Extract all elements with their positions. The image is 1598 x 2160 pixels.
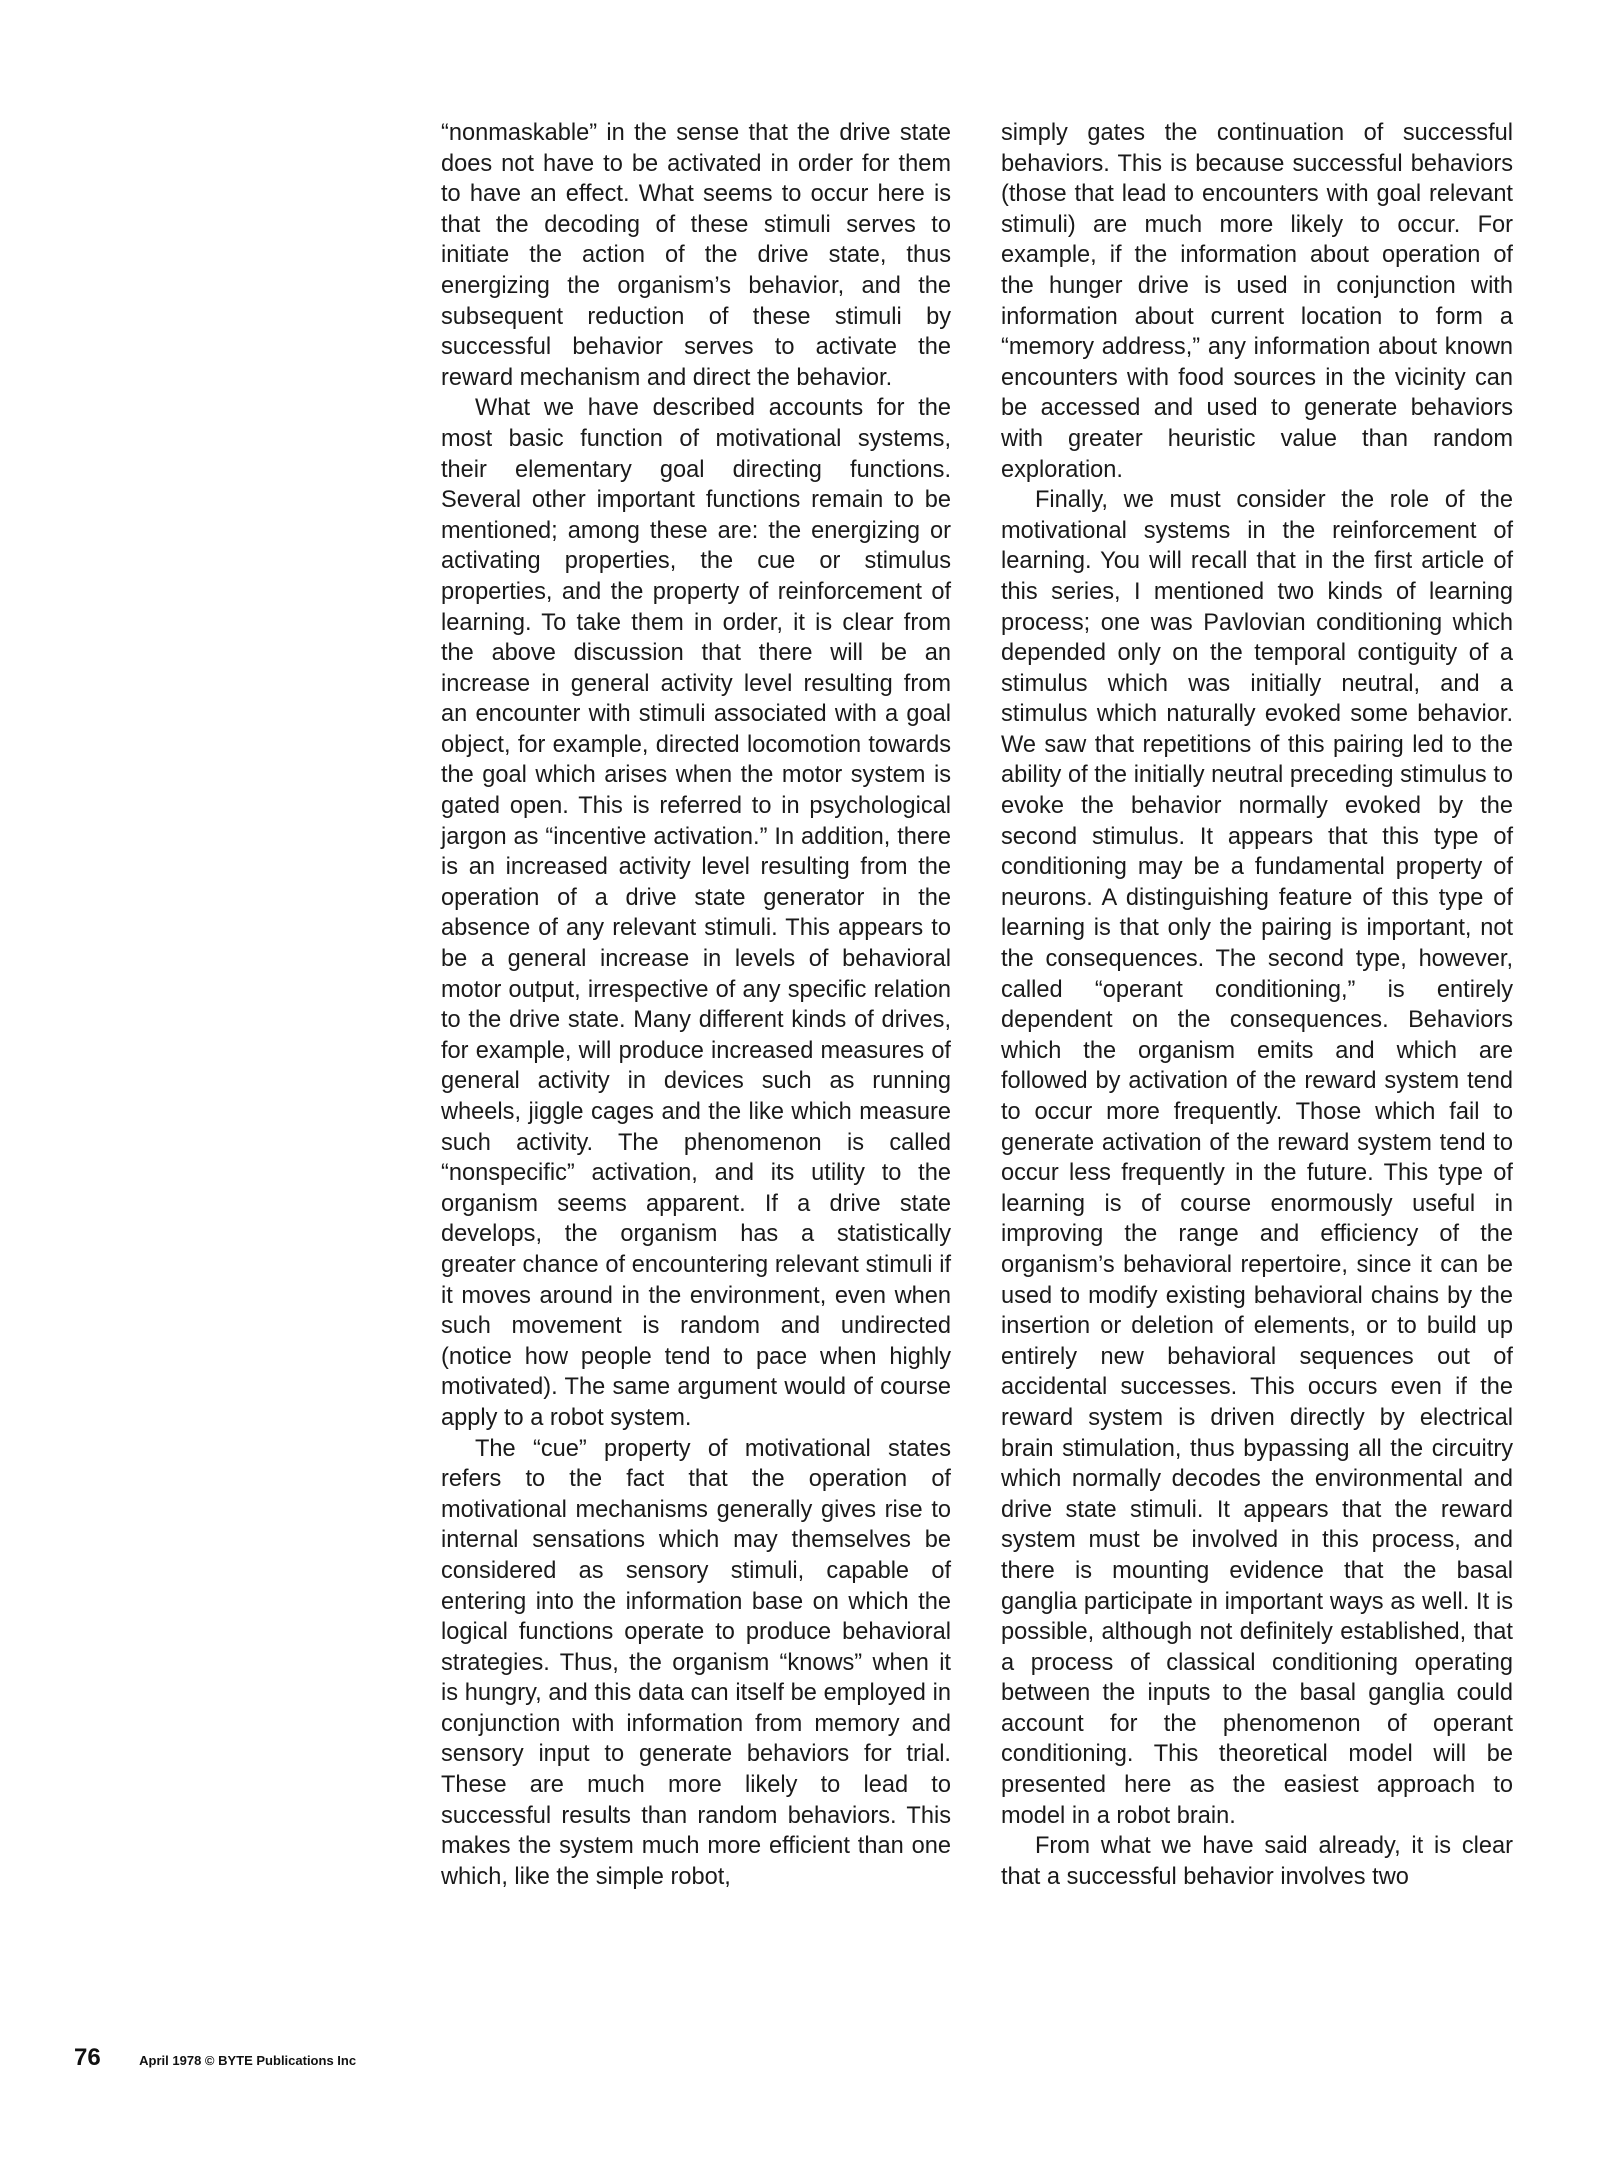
issue-line: April 1978 © BYTE Publications Inc [139, 2053, 357, 2068]
paragraph: What we have described accounts for the most basic function of motivational systems, their elementary goal directing functions. Several other important functions remain to be mentioned; among these are: the energizing or activating properties, the cue or stimulus properties, and the property of reinforcement of learning. To take them in order, it is clear from the above discussion that there will be an increase in general activity level resulting from an encounter with stimuli associated with a goal object, for example, directed locomotion towards the goal which arises when the motor system is gated open. This is referred to in psychological jargon as “incentive activation.” In addition, there is an increased activity level resulting from the operation of a drive state generator in the absence of any relevant stimuli. This appears to be a general increase in levels of behavioral motor output, irrespective of any specific relation to the drive state. Many different kinds of drives, for example, will produce increased measures of general activity in devices such as running wheels, jiggle cages and the like which measure such activity. The phenomenon is called “nonspecific” activation, and its utility to the organism seems apparent. If a drive state develops, the organism has a statistically greater chance of encountering relevant stimuli if it moves around in the environment, even when such movement is random and undirected (notice how people tend to pace when highly motivated). The same argument would of course apply to a robot system. [441, 395, 951, 1431]
page-number: 76 [74, 2044, 101, 2071]
article-column-left [441, 118, 951, 1892]
paragraph: “nonmaskable” in the sense that the drive state does not have to be activated in order for them to have an effect. What seems to occur here is that the decoding of these stimuli serves to initiate the action of the drive state, thus energizing the organism’s behavior, and the subsequent reduction of these stimuli by successful behavior serves to activate the reward mechanism and direct the behavior. [441, 120, 951, 391]
page-footer [74, 2044, 356, 2072]
paragraph: From what we have said already, it is clear that a successful behavior involves two [1001, 1833, 1513, 1890]
article-column-right [1001, 118, 1513, 1892]
paragraph: simply gates the continuation of successful behaviors. This is because successful behaviors (those that lead to encounters with goal relevant stimuli) are much more likely to occur. For example, if the information about operation of the hunger drive is used in conjunction with information about current location to form a “memory address,” any information about known encounters with food sources in the vicinity can be accessed and used to generate behaviors with greater heuristic value than random exploration. [1001, 120, 1513, 483]
paragraph: Finally, we must consider the role of the motivational systems in the reinforcement of learning. You will recall that in the first article of this series, I mentioned two kinds of learning process; one was Pavlovian conditioning which depended only on the temporal contiguity of a stimulus which was initially neutral, and a stimulus which naturally evoked some behavior. We saw that repetitions of this pairing led to the ability of the initially neutral preceding stimulus to evoke the behavior normally evoked by the second stimulus. It appears that this type of conditioning may be a fundamental property of neurons. A distinguishing feature of this type of learning is that only the pairing is important, not the consequences. The second type, however, called “operant conditioning,” is entirely dependent on the consequences. Behaviors which the organism emits and which are followed by activation of the reward system tend to occur more frequently. Those which fail to generate activation of the reward system tend to occur less frequently in the future. This type of learning is of course enormously useful in improving the range and efficiency of the organism’s behavioral repertoire, since it can be used to modify existing behavioral chains by the insertion or deletion of elements, or to build up entirely new behavioral sequences out of accidental successes. This occurs even if the reward system is driven directly by electrical brain stimulation, thus bypassing all the circuitry which normally decodes the environmental and drive state stimuli. It appears that the reward system must be involved in this process, and there is mounting evidence that the basal ganglia participate in important ways as well. It is possible, although not definitely established, that a process of classical conditioning operating between the inputs to the basal ganglia could account for the phenomenon of operant conditioning. This theoretical model will be presented here as the easiest approach to model in a robot brain. [1001, 487, 1513, 1829]
paragraph: The “cue” property of motivational states refers to the fact that the operation of motivational mechanisms generally gives rise to internal sensations which may themselves be considered as sensory stimuli, capable of entering into the information base on which the logical functions operate to produce behavioral strategies. Thus, the organism “knows” when it is hungry, and this data can itself be employed in conjunction with information from memory and sensory input to generate behaviors for trial. These are much more likely to lead to successful results than random behaviors. This makes the system much more efficient than one which, like the simple robot, [441, 1435, 951, 1890]
